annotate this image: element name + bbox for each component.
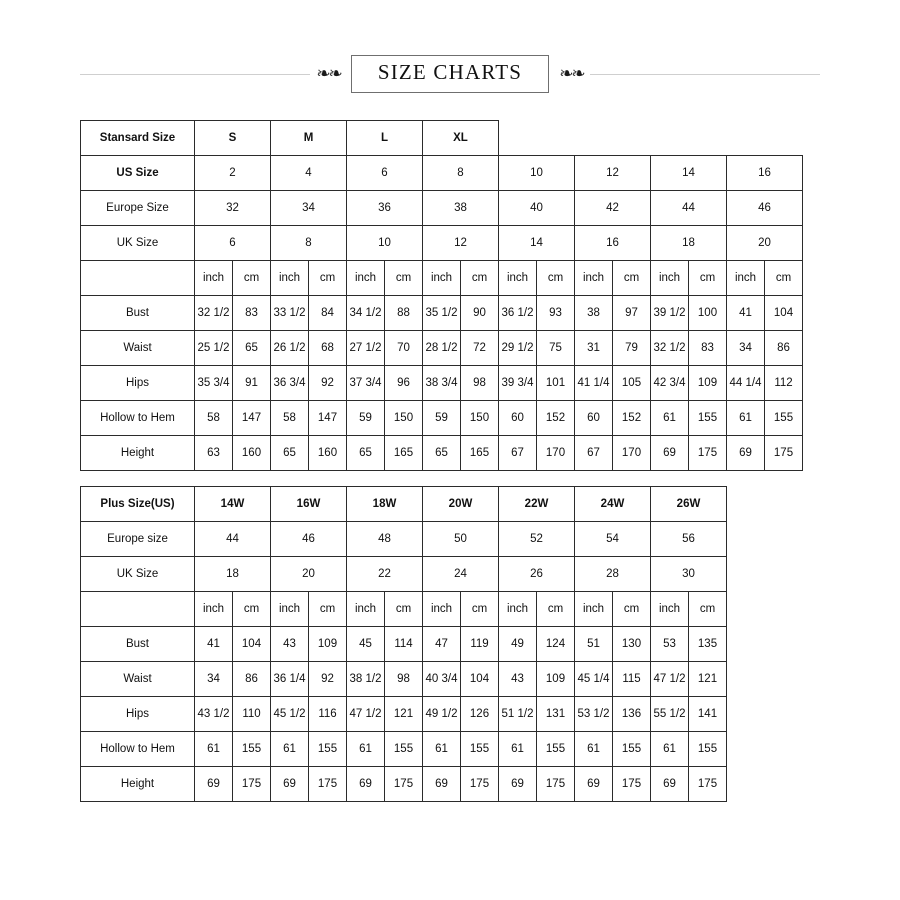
unit-header: cm [689,592,727,627]
cell-value: 175 [689,436,727,471]
row-label: US Size [81,156,195,191]
cell-value: 41 [727,296,765,331]
cell-value: 61 [423,732,461,767]
cell-value: 56 [651,522,727,557]
cell-value: 65 [423,436,461,471]
cell-value: 60 [499,401,537,436]
cell-value: 109 [689,366,727,401]
cell-value: 75 [537,331,575,366]
cell-value: 41 1/4 [575,366,613,401]
cell-value: 98 [385,662,423,697]
cell-value: 165 [385,436,423,471]
column-header-label: Plus Size(US) [81,487,195,522]
group-header-20W: 20W [423,487,499,522]
cell-value: 46 [271,522,347,557]
unit-header: cm [613,592,651,627]
cell-value: 104 [461,662,499,697]
table-row [81,156,803,191]
cell-value: 29 1/2 [499,331,537,366]
cell-value: 175 [385,767,423,802]
cell-value: 26 1/2 [271,331,309,366]
cell-value: 175 [309,767,347,802]
table-row [81,401,803,436]
cell-value: 147 [233,401,271,436]
cell-value: 79 [613,331,651,366]
cell-value: 141 [689,697,727,732]
cell-value: 36 [347,191,423,226]
cell-value: 65 [347,436,385,471]
page-title-text: SIZE CHARTS [377,60,523,84]
group-header-L: L [347,121,423,156]
unit-header: inch [499,592,537,627]
table-row [81,436,803,471]
cell-value: 2 [195,156,271,191]
unit-header: inch [195,261,233,296]
group-header-18W: 18W [347,487,423,522]
cell-value: 165 [461,436,499,471]
table-row [81,767,727,802]
cell-value: 42 [575,191,651,226]
group-header-26W: 26W [651,487,727,522]
unit-header: inch [423,261,461,296]
row-label: Europe size [81,522,195,557]
group-header-22W: 22W [499,487,575,522]
cell-value: 36 1/2 [499,296,537,331]
cell-value: 58 [195,401,233,436]
cell-value: 131 [537,697,575,732]
cell-value: 55 1/2 [651,697,689,732]
cell-value: 69 [651,767,689,802]
cell-value: 155 [233,732,271,767]
cell-value: 84 [309,296,347,331]
cell-value: 170 [537,436,575,471]
cell-value: 52 [499,522,575,557]
cell-value: 38 [575,296,613,331]
table-row [81,121,803,156]
cell-value: 22 [347,557,423,592]
cell-value: 12 [423,226,499,261]
cell-value: 10 [347,226,423,261]
cell-value: 86 [765,331,803,366]
cell-value: 8 [271,226,347,261]
cell-value: 36 1/4 [271,662,309,697]
unit-header: cm [309,592,347,627]
plus-size-table [80,486,727,802]
unit-header: cm [385,261,423,296]
cell-value: 36 3/4 [271,366,309,401]
cell-value: 119 [461,627,499,662]
unit-header: cm [385,592,423,627]
standard-size-table-container [80,120,803,471]
ornament-right-icon: ❧❧ [553,66,590,83]
cell-value: 33 1/2 [271,296,309,331]
cell-value: 59 [423,401,461,436]
cell-value: 121 [385,697,423,732]
cell-value: 175 [537,767,575,802]
cell-value: 61 [499,732,537,767]
unit-header: cm [461,261,499,296]
cell-value: 93 [537,296,575,331]
cell-value: 44 [651,191,727,226]
cell-value: 97 [613,296,651,331]
cell-value: 45 [347,627,385,662]
cell-value: 41 [195,627,233,662]
cell-value: 25 1/2 [195,331,233,366]
cell-value: 30 [651,557,727,592]
cell-value: 40 [499,191,575,226]
cell-value: 175 [613,767,651,802]
cell-value: 175 [233,767,271,802]
table-row [81,487,727,522]
cell-value: 121 [689,662,727,697]
cell-value: 69 [195,767,233,802]
cell-value: 65 [233,331,271,366]
row-label: Hips [81,366,195,401]
cell-value: 104 [765,296,803,331]
group-header-16W: 16W [271,487,347,522]
cell-value: 16 [727,156,803,191]
cell-value: 155 [689,732,727,767]
cell-value: 104 [233,627,271,662]
cell-value: 34 [727,331,765,366]
cell-value: 47 1/2 [651,662,689,697]
cell-value: 53 [651,627,689,662]
group-header-S: S [195,121,271,156]
cell-value: 69 [271,767,309,802]
cell-value: 8 [423,156,499,191]
cell-value: 35 3/4 [195,366,233,401]
row-label: Bust [81,627,195,662]
row-label: Hips [81,697,195,732]
cell-value: 27 1/2 [347,331,385,366]
table-row [81,627,727,662]
cell-value: 6 [347,156,423,191]
group-header-XL: XL [423,121,499,156]
cell-value: 61 [347,732,385,767]
table-row [81,522,727,557]
cell-value: 130 [613,627,651,662]
cell-value: 24 [423,557,499,592]
cell-value: 175 [765,436,803,471]
cell-value: 65 [271,436,309,471]
cell-value: 88 [385,296,423,331]
cell-value: 152 [613,401,651,436]
cell-value: 105 [613,366,651,401]
page-title [351,55,549,93]
header-rule-right [588,74,820,75]
cell-value: 91 [233,366,271,401]
ornament-left-icon: ❧❧ [310,66,347,83]
cell-value: 43 [499,662,537,697]
cell-value: 48 [347,522,423,557]
group-header-24W: 24W [575,487,651,522]
standard-size-table [80,120,803,471]
unit-header: cm [613,261,651,296]
cell-value: 14 [651,156,727,191]
row-label: Europe Size [81,191,195,226]
cell-value: 69 [499,767,537,802]
unit-header: inch [195,592,233,627]
cell-value: 110 [233,697,271,732]
cell-value: 51 1/2 [499,697,537,732]
cell-value: 37 3/4 [347,366,385,401]
cell-value: 155 [689,401,727,436]
unit-header: cm [765,261,803,296]
header-rule-left [80,74,312,75]
cell-value: 34 [195,662,233,697]
cell-value: 35 1/2 [423,296,461,331]
table-row [81,557,727,592]
unit-row-spacer [81,261,195,296]
unit-header: cm [309,261,347,296]
cell-value: 101 [537,366,575,401]
cell-value: 61 [727,401,765,436]
table-row [81,191,803,226]
cell-value: 12 [575,156,651,191]
cell-value: 126 [461,697,499,732]
row-label: UK Size [81,226,195,261]
cell-value: 86 [233,662,271,697]
unit-header: inch [651,592,689,627]
cell-value: 38 1/2 [347,662,385,697]
cell-value: 39 1/2 [651,296,689,331]
table-row [81,331,803,366]
table-row [81,662,727,697]
cell-value: 45 1/4 [575,662,613,697]
table-row [81,697,727,732]
cell-value: 43 1/2 [195,697,233,732]
group-header-14W: 14W [195,487,271,522]
cell-value: 20 [727,226,803,261]
cell-value: 170 [613,436,651,471]
cell-value: 114 [385,627,423,662]
cell-value: 67 [499,436,537,471]
cell-value: 28 1/2 [423,331,461,366]
row-label: UK Size [81,557,195,592]
cell-value: 135 [689,627,727,662]
table-row [81,296,803,331]
cell-value: 20 [271,557,347,592]
cell-value: 68 [309,331,347,366]
cell-value: 69 [423,767,461,802]
cell-value: 61 [651,401,689,436]
unit-header: inch [651,261,689,296]
row-label: Waist [81,662,195,697]
cell-value: 47 1/2 [347,697,385,732]
unit-header: inch [271,261,309,296]
plus-size-table-container [80,486,727,802]
cell-value: 44 [195,522,271,557]
cell-value: 155 [613,732,651,767]
group-header-M: M [271,121,347,156]
cell-value: 69 [727,436,765,471]
cell-value: 61 [195,732,233,767]
cell-value: 61 [651,732,689,767]
cell-value: 72 [461,331,499,366]
row-label: Height [81,767,195,802]
unit-header: cm [537,592,575,627]
unit-header: cm [233,261,271,296]
page-header [80,52,820,96]
unit-header: inch [499,261,537,296]
cell-value: 92 [309,662,347,697]
unit-header: inch [575,261,613,296]
table-row [81,592,727,627]
cell-value: 98 [461,366,499,401]
row-label: Hollow to Hem [81,401,195,436]
cell-value: 26 [499,557,575,592]
cell-value: 90 [461,296,499,331]
cell-value: 155 [309,732,347,767]
cell-value: 31 [575,331,613,366]
cell-value: 96 [385,366,423,401]
cell-value: 83 [233,296,271,331]
cell-value: 34 [271,191,347,226]
cell-value: 116 [309,697,347,732]
cell-value: 63 [195,436,233,471]
cell-value: 58 [271,401,309,436]
cell-value: 38 [423,191,499,226]
cell-value: 67 [575,436,613,471]
column-header-label: Stansard Size [81,121,195,156]
cell-value: 70 [385,331,423,366]
cell-value: 147 [309,401,347,436]
cell-value: 46 [727,191,803,226]
table-row [81,226,803,261]
cell-value: 152 [537,401,575,436]
row-label: Height [81,436,195,471]
cell-value: 32 [195,191,271,226]
cell-value: 175 [461,767,499,802]
unit-header: cm [537,261,575,296]
cell-value: 6 [195,226,271,261]
cell-value: 44 1/4 [727,366,765,401]
cell-value: 18 [195,557,271,592]
row-label: Bust [81,296,195,331]
cell-value: 109 [309,627,347,662]
cell-value: 155 [765,401,803,436]
unit-header: inch [423,592,461,627]
unit-row-spacer [81,592,195,627]
row-label: Waist [81,331,195,366]
unit-header: cm [689,261,727,296]
cell-value: 92 [309,366,347,401]
row-label: Hollow to Hem [81,732,195,767]
cell-value: 54 [575,522,651,557]
cell-value: 49 [499,627,537,662]
cell-value: 61 [271,732,309,767]
cell-value: 136 [613,697,651,732]
cell-value: 45 1/2 [271,697,309,732]
table-row [81,732,727,767]
cell-value: 175 [689,767,727,802]
cell-value: 160 [233,436,271,471]
cell-value: 69 [347,767,385,802]
cell-value: 109 [537,662,575,697]
cell-value: 160 [309,436,347,471]
cell-value: 69 [575,767,613,802]
unit-header: cm [233,592,271,627]
cell-value: 59 [347,401,385,436]
cell-value: 43 [271,627,309,662]
cell-value: 40 3/4 [423,662,461,697]
cell-value: 124 [537,627,575,662]
cell-value: 150 [385,401,423,436]
cell-value: 155 [385,732,423,767]
cell-value: 4 [271,156,347,191]
cell-value: 100 [689,296,727,331]
cell-value: 61 [575,732,613,767]
cell-value: 51 [575,627,613,662]
unit-header: cm [461,592,499,627]
cell-value: 83 [689,331,727,366]
cell-value: 18 [651,226,727,261]
cell-value: 115 [613,662,651,697]
cell-value: 53 1/2 [575,697,613,732]
unit-header: inch [271,592,309,627]
unit-header: inch [727,261,765,296]
cell-value: 50 [423,522,499,557]
table-row [81,261,803,296]
cell-value: 155 [461,732,499,767]
cell-value: 32 1/2 [195,296,233,331]
cell-value: 28 [575,557,651,592]
cell-value: 10 [499,156,575,191]
cell-value: 39 3/4 [499,366,537,401]
unit-header: inch [347,592,385,627]
cell-value: 47 [423,627,461,662]
cell-value: 14 [499,226,575,261]
unit-header: inch [575,592,613,627]
cell-value: 155 [537,732,575,767]
unit-header: inch [347,261,385,296]
cell-value: 60 [575,401,613,436]
cell-value: 42 3/4 [651,366,689,401]
table-row [81,366,803,401]
cell-value: 16 [575,226,651,261]
cell-value: 69 [651,436,689,471]
cell-value: 49 1/2 [423,697,461,732]
cell-value: 34 1/2 [347,296,385,331]
cell-value: 112 [765,366,803,401]
cell-value: 150 [461,401,499,436]
cell-value: 38 3/4 [423,366,461,401]
cell-value: 32 1/2 [651,331,689,366]
